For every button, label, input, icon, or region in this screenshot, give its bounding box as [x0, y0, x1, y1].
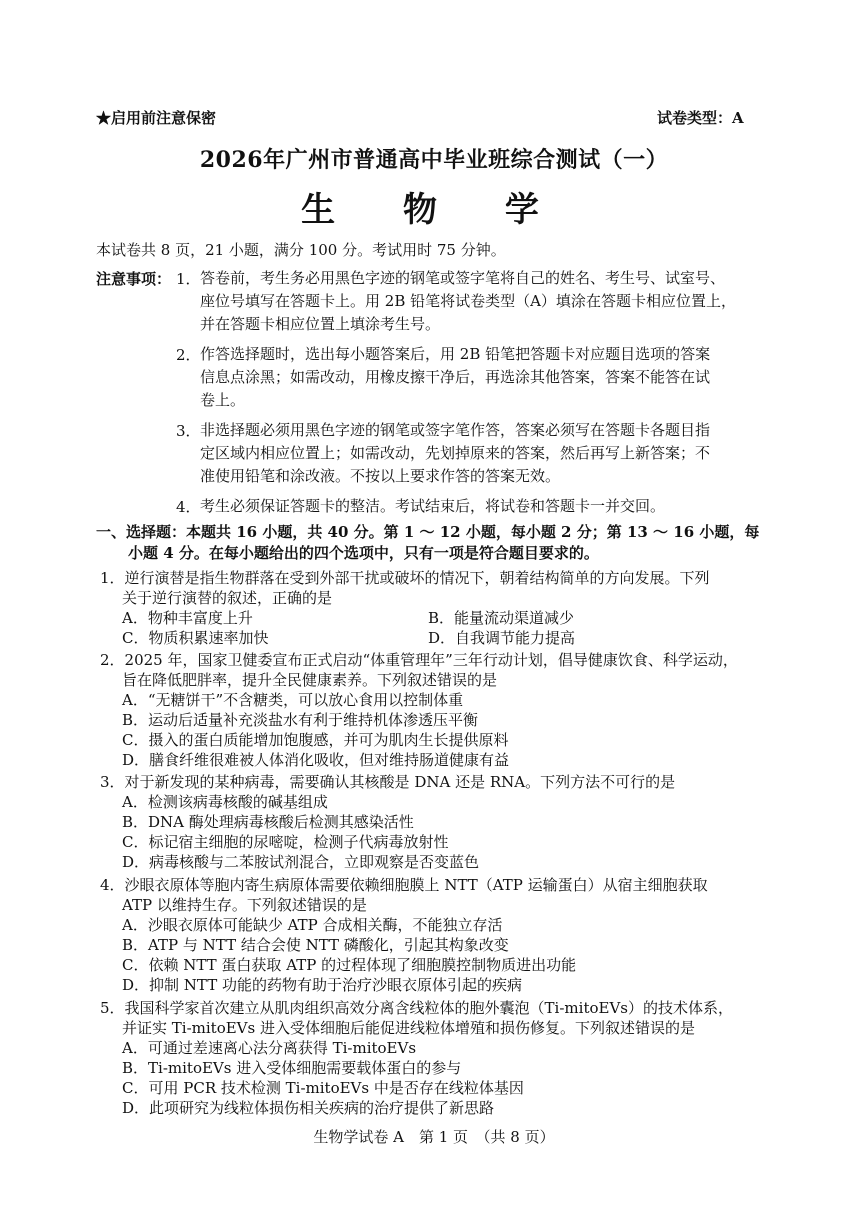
- question-stem: ATP 以维持生存。下列叙述错误的是: [122, 896, 367, 914]
- question-stem: 5．我国科学家首次建立从肌肉组织高效分离含线粒体的胞外囊泡（Ti-mitoEVs）的技术体系，: [100, 999, 733, 1017]
- option-c: C．依赖 NTT 蛋白获取 ATP 的过程体现了细胞膜控制物质进出功能: [122, 956, 577, 974]
- note-number: 3．: [176, 422, 201, 440]
- option-a: A．沙眼衣原体可能缺少 ATP 合成相关酶，不能独立存活: [122, 916, 503, 934]
- question-stem: 3．对于新发现的某种病毒，需要确认其核酸是 DNA 还是 RNA。下列方法不可行的是: [100, 773, 676, 791]
- option-c: C．摄入的蛋白质能增加饱腹感，并可为肌肉生长提供原料: [122, 731, 509, 749]
- question-stem: 并证实 Ti-mitoEVs 进入受体细胞后能促进线粒体增殖和损伤修复。下列叙述错误的是: [122, 1019, 695, 1037]
- question-stem: 4．沙眼衣原体等胞内寄生病原体需要依赖细胞膜上 NTT（ATP 运输蛋白）从宿主细胞获取: [100, 876, 708, 894]
- confidential-label: ★启用前注意保密: [96, 109, 217, 127]
- section-heading: 小题 4 分。在每小题给出的四个选项中，只有一项是符合题目要求的。: [128, 544, 599, 562]
- option-a: A．可通过差速离心法分离获得 Ti-mitoEVs: [122, 1039, 417, 1057]
- note-line: 信息点涂黑；如需改动，用橡皮擦干净后，再选涂其他答案，答案不能答在试: [200, 368, 711, 386]
- question-stem: 旨在降低肥胖率，提升全民健康素养。下列叙述错误的是: [122, 671, 498, 689]
- note-line: 定区域内相应位置上；如需改动，先划掉原来的答案，然后再写上新答案；不: [200, 444, 711, 462]
- note-line: 卷上。: [200, 391, 246, 409]
- option-b: B．DNA 酶处理病毒核酸后检测其感染活性: [122, 813, 414, 831]
- option-a: A．物种丰富度上升: [122, 609, 253, 627]
- exam-intro: 本试卷共 8 页，21 小题，满分 100 分。考试用时 75 分钟。: [96, 241, 506, 259]
- note-line: 答卷前，考生务必用黑色字迹的钢笔或签字笔将自己的姓名、考生号、试室号、: [200, 269, 726, 287]
- page-footer: 生物学试卷 A 第 1 页 （共 8 页）: [313, 1128, 555, 1146]
- option-c: C．标记宿主细胞的尿嘧啶，检测子代病毒放射性: [122, 833, 449, 851]
- note-number: 2．: [176, 346, 201, 364]
- paper-type-label: 试卷类型：A: [657, 109, 744, 127]
- option-c: C．可用 PCR 技术检测 Ti-mitoEVs 中是否存在线粒体基因: [122, 1079, 524, 1097]
- option-b: B．运动后适量补充淡盐水有利于维持机体渗透压平衡: [122, 711, 479, 729]
- notes-label: 注意事项：: [96, 270, 172, 288]
- note-line: 座位号填写在答题卡上。用 2B 铅笔将试卷类型（A）填涂在答题卡相应位置上，: [200, 292, 736, 310]
- option-d: D．膳食纤维很难被人体消化吸收，但对维持肠道健康有益: [122, 751, 510, 769]
- question-stem: 关于逆行演替的叙述，正确的是: [122, 589, 333, 607]
- note-number: 1．: [176, 270, 201, 288]
- option-d: D．此项研究为线粒体损伤相关疾病的治疗提供了新思路: [122, 1099, 495, 1117]
- note-line: 考生必须保证答题卡的整洁。考试结束后，将试卷和答题卡一并交回。: [200, 497, 666, 515]
- note-line: 并在答题卡相应位置上填涂考生号。: [200, 315, 441, 333]
- note-line: 非选择题必须用黑色字迹的钢笔或签字笔作答，答案必须写在答题卡各题目指: [200, 421, 711, 439]
- option-b: B．能量流动渠道减少: [428, 609, 575, 627]
- option-d: D．抑制 NTT 功能的药物有助于治疗沙眼衣原体引起的疾病: [122, 976, 522, 994]
- option-b: B．Ti-mitoEVs 进入受体细胞需要载体蛋白的参与: [122, 1059, 462, 1077]
- note-line: 作答选择题时，选出每小题答案后，用 2B 铅笔把答题卡对应题目选项的答案: [200, 345, 711, 363]
- question-stem: 1．逆行演替是指生物群落在受到外部干扰或破坏的情况下，朝着结构简单的方向发展。下列: [100, 569, 710, 587]
- note-line: 准使用铅笔和涂改液。不按以上要求作答的答案无效。: [200, 467, 561, 485]
- question-stem: 2．2025 年，国家卫健委宣布正式启动“体重管理年”三年行动计划，倡导健康饮食、科学运动，: [100, 651, 738, 669]
- option-a: A．检测该病毒核酸的碱基组成: [122, 793, 328, 811]
- option-d: D．病毒核酸与二苯胺试剂混合，立即观察是否变蓝色: [122, 853, 480, 871]
- option-b: B．ATP 与 NTT 结合会使 NTT 磷酸化，引起其构象改变: [122, 936, 509, 954]
- option-d: D．自我调节能力提高: [428, 629, 576, 647]
- section-heading: 一、选择题：本题共 16 小题，共 40 分。第 1 ～ 12 小题，每小题 2 分；第 13 ～ 16 小题，每: [96, 523, 760, 541]
- exam-title: 2026年广州市普通高中毕业班综合测试（一）: [199, 147, 669, 173]
- subject-title: 生 物 学: [301, 190, 567, 230]
- note-number: 4．: [176, 498, 201, 516]
- option-c: C．物质积累速率加快: [122, 629, 269, 647]
- option-a: A．“无糖饼干”不含糖类，可以放心食用以控制体重: [122, 691, 464, 709]
